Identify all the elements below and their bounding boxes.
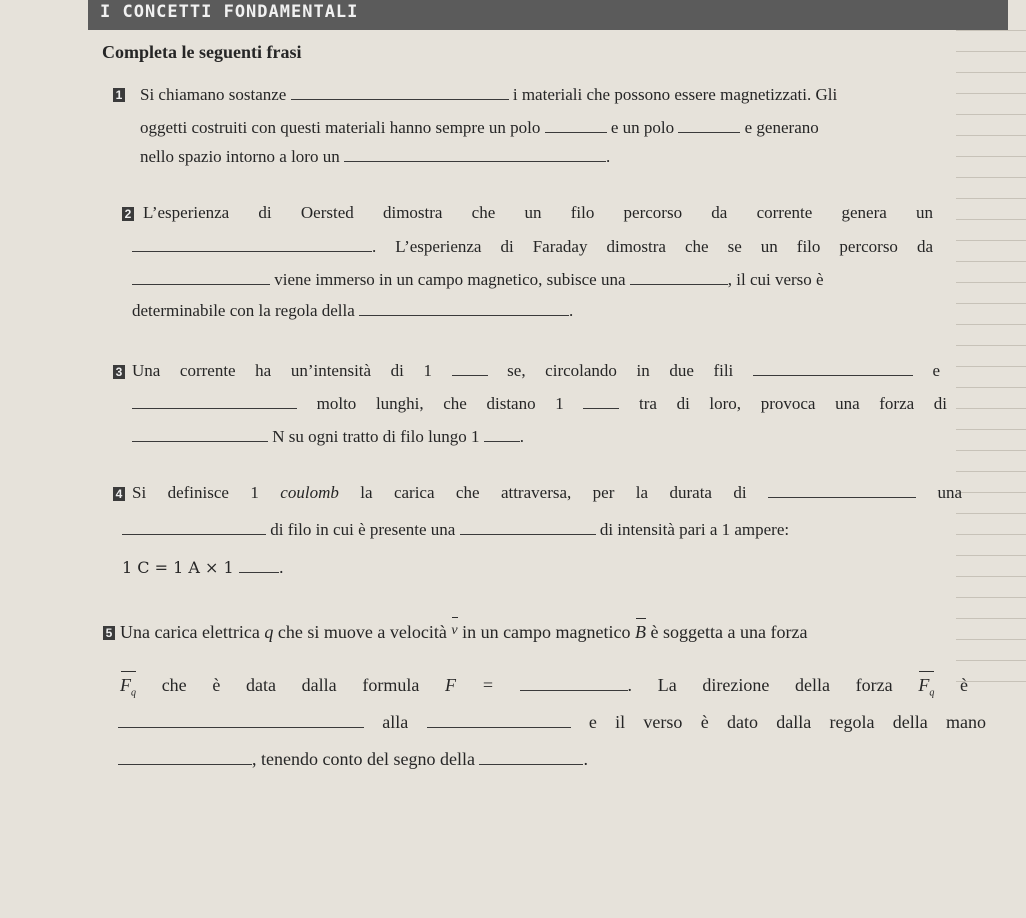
ex1-line-1: Si chiamano sostanze i materiali che possono essere magnetizzati. Gli bbox=[140, 85, 838, 104]
ex5-line-4: , tenendo conto del segno della . bbox=[118, 748, 588, 770]
exercise-number-5: 5 bbox=[103, 626, 115, 640]
exercise-number-1: 1 bbox=[113, 88, 125, 102]
blank-field[interactable] bbox=[118, 713, 364, 728]
blank-field[interactable] bbox=[452, 361, 488, 376]
ex2-line-4: determinabile con la regola della . bbox=[132, 301, 574, 320]
blank-field[interactable] bbox=[359, 301, 569, 316]
blank-field[interactable] bbox=[545, 118, 607, 133]
blank-field[interactable] bbox=[520, 676, 628, 691]
velocity-vector: v bbox=[451, 620, 457, 642]
force-vector: $F_q$ bbox=[918, 674, 934, 705]
blank-field[interactable] bbox=[678, 118, 740, 133]
ex3-line-2: molto lunghi, che distano 1 tra di loro, provoca una forza di bbox=[132, 393, 947, 415]
blank-field[interactable] bbox=[118, 750, 252, 765]
blank-field[interactable] bbox=[132, 427, 268, 442]
ex4-line-2: di filo in cui è presente una di intensità pari a 1 ampere: bbox=[122, 519, 789, 541]
blank-field[interactable] bbox=[630, 270, 728, 285]
blank-field[interactable] bbox=[132, 270, 270, 285]
ex5-line-2: $F_q$ che è data dalla formula F = . La direzione della forza $F_q$ è bbox=[120, 674, 968, 705]
magnetic-field-vector: B bbox=[635, 622, 647, 642]
ex3-line-3: N su ogni tratto di filo lungo 1 . bbox=[132, 426, 524, 448]
ex2-line-2: . L’esperienza di Faraday dimostra che se un filo percorso da bbox=[132, 236, 933, 258]
ex2-line-1: L’esperienza di Oersted dimostra che un filo percorso da corrente genera un bbox=[143, 203, 933, 222]
blank-field[interactable] bbox=[132, 237, 372, 252]
exercise-number-2: 2 bbox=[122, 207, 134, 221]
ex2-line-3: viene immerso in un campo magnetico, subisce una , il cui verso è bbox=[132, 269, 824, 291]
blank-field[interactable] bbox=[753, 361, 913, 376]
blank-field[interactable] bbox=[768, 483, 916, 498]
ex3-line-1: Una corrente ha un’intensità di 1 se, circolando in due fili e bbox=[132, 361, 941, 380]
exercise-number-4: 4 bbox=[113, 487, 125, 501]
chapter-header: I CONCETTI FONDAMENTALI bbox=[88, 0, 1008, 30]
blank-field[interactable] bbox=[132, 394, 297, 409]
ex1-line-2: oggetti costruiti con questi materiali hanno sempre un polo e un polo e generano bbox=[140, 118, 819, 137]
blank-field[interactable] bbox=[583, 394, 619, 409]
blank-field[interactable] bbox=[291, 85, 509, 100]
blank-field[interactable] bbox=[484, 427, 520, 442]
blank-field[interactable] bbox=[427, 713, 571, 728]
blank-field[interactable] bbox=[460, 520, 596, 535]
blank-field[interactable] bbox=[479, 750, 583, 765]
ex1-line-3: nello spazio intorno a loro un . bbox=[140, 147, 611, 166]
ex5-line-1: Una carica elettrica q che si muove a velocità v in un campo magnetico B è soggetta a una forza bbox=[120, 622, 808, 642]
ex4-line-1: Si definisce 1 coulomb la carica che attraversa, per la durata di una bbox=[132, 483, 962, 502]
margin-show-through bbox=[956, 30, 1026, 880]
force-vector: $F_q$ bbox=[120, 674, 136, 705]
exercise-number-3: 3 bbox=[113, 365, 125, 379]
ex5-line-3: alla e il verso è dato dalla regola della mano bbox=[118, 711, 986, 733]
blank-field[interactable] bbox=[239, 558, 279, 573]
blank-field[interactable] bbox=[122, 520, 266, 535]
section-title: Completa le seguenti frasi bbox=[102, 42, 302, 62]
ex4-formula: 1 C = 1 A × 1 . bbox=[122, 558, 284, 577]
blank-field[interactable] bbox=[344, 147, 606, 162]
